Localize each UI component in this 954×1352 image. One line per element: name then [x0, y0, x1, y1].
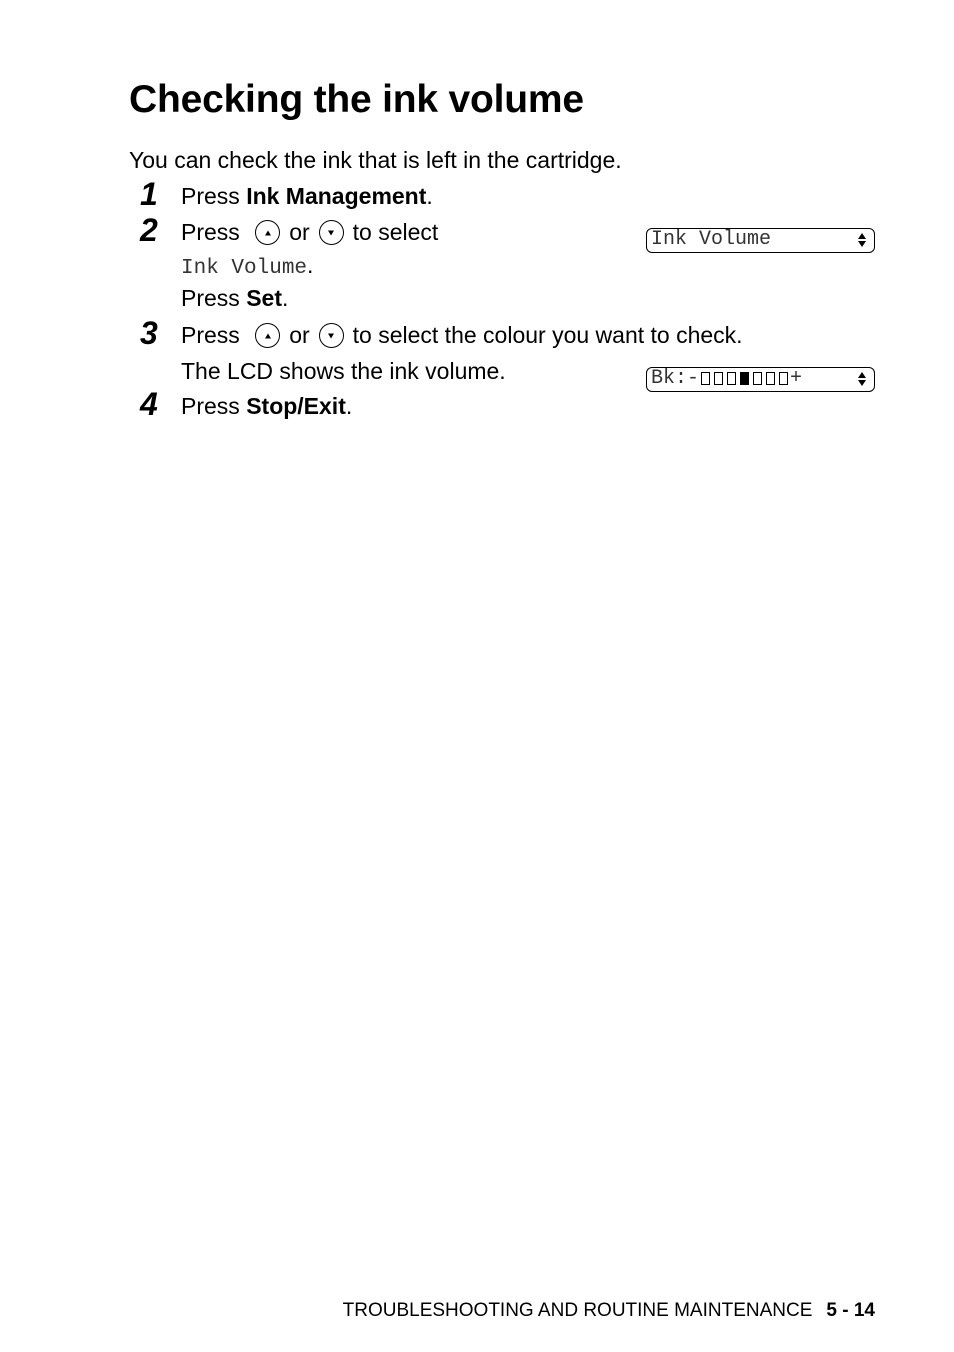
- step-2-press-set: [181, 285, 288, 312]
- page-footer: [343, 1300, 875, 1322]
- step-number-4: 4: [140, 386, 158, 422]
- ink-management-key: Ink Management: [246, 183, 427, 209]
- lcd-display-ink-gauge: [646, 367, 875, 392]
- up-arrow-button-icon: [255, 220, 280, 245]
- step-2-mono-post: .: [307, 252, 314, 278]
- gauge-cell: [753, 372, 762, 385]
- set-key: Set: [246, 285, 282, 311]
- gauge-cell: [766, 372, 775, 385]
- step-2-press2-pre: Press: [181, 285, 247, 311]
- step-2-or: or: [289, 219, 310, 245]
- step-1-post: .: [426, 183, 433, 209]
- up-down-arrows-icon: [858, 233, 866, 247]
- step-1-pre: Press: [181, 183, 247, 209]
- gauge-cell: [714, 372, 723, 385]
- lcd-gauge-suffix: +: [790, 367, 803, 390]
- step-3-pre: Press: [181, 322, 247, 348]
- gauge-cell: [727, 372, 736, 385]
- step-2-pre: Press: [181, 219, 247, 245]
- ink-volume-menu-text: Ink Volume: [181, 257, 308, 280]
- up-down-arrows-icon: [858, 372, 866, 386]
- step-3-or: or: [289, 322, 310, 348]
- intro-text: You can check the ink that is left in the cartridge.: [129, 147, 622, 173]
- step-2-post: to select: [352, 219, 439, 245]
- gauge-cell: [779, 372, 788, 385]
- page-title: Checking the ink volume: [129, 78, 584, 121]
- footer-section-title: TROUBLESHOOTING AND ROUTINE MAINTENANCE: [342, 1300, 813, 1321]
- down-arrow-button-icon: [319, 323, 344, 348]
- lcd-gauge-prefix: Bk:-: [651, 367, 700, 390]
- stop-exit-key: Stop/Exit: [246, 393, 346, 419]
- step-4-post: .: [345, 393, 353, 419]
- step-4-pre: Press: [181, 393, 247, 419]
- step-number-2: 2: [140, 212, 158, 248]
- step-3-note: The LCD shows the ink volume.: [181, 358, 506, 384]
- gauge-cell: [701, 372, 710, 385]
- lcd-display-ink-volume: [646, 228, 875, 253]
- step-2-press2-post: .: [281, 285, 289, 311]
- gauge-cell: [740, 372, 749, 385]
- down-arrow-button-icon: [319, 220, 344, 245]
- step-2-mono-line: [181, 252, 313, 280]
- step-4-text: [181, 393, 352, 420]
- step-3-text: [181, 322, 743, 349]
- ink-level-gauge: [701, 372, 788, 385]
- up-arrow-button-icon: [255, 323, 280, 348]
- page-number: 5 - 14: [826, 1300, 875, 1321]
- step-number-3: 3: [140, 315, 158, 351]
- step-number-1: 1: [140, 176, 158, 212]
- lcd-ink-volume-text: Ink Volume: [651, 228, 772, 251]
- step-3-post: to select the colour you want to check.: [352, 322, 743, 348]
- step-2-text: [181, 219, 438, 246]
- step-1-text: [181, 183, 433, 210]
